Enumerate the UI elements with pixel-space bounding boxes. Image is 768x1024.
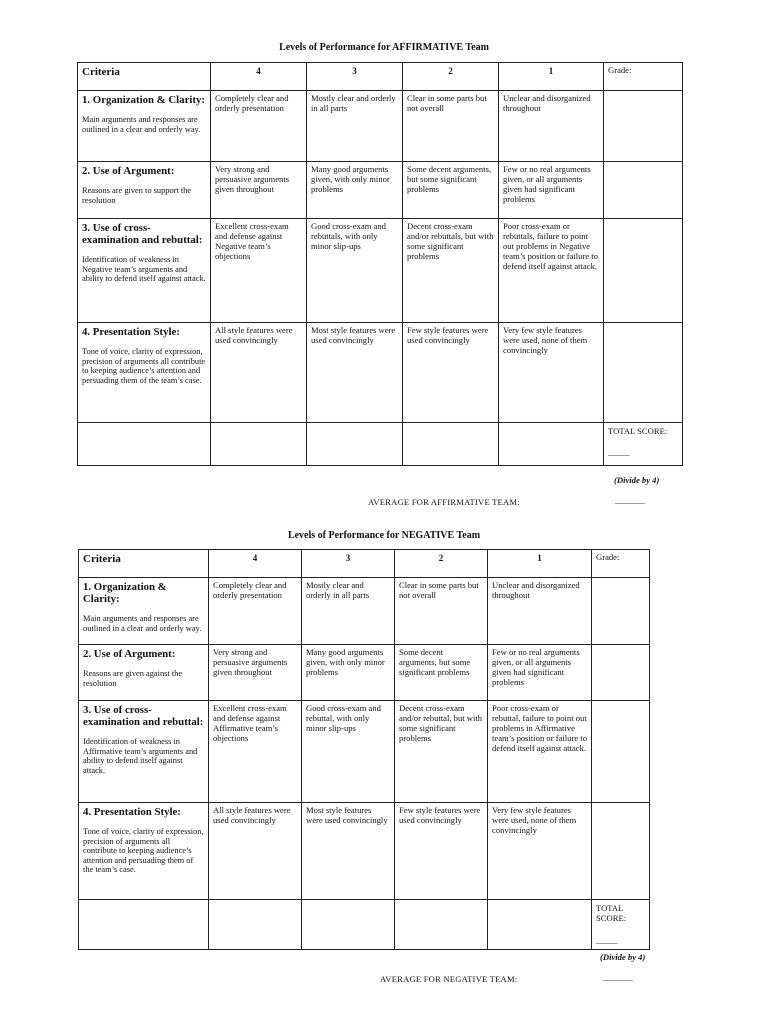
grade-cell[interactable] (604, 162, 683, 219)
criteria-cell (79, 701, 209, 803)
level-2-header: 2 (395, 550, 488, 578)
level-4-cell: Very strong and persuasive arguments given throughout (209, 645, 302, 701)
total-score-blank: _____ (608, 447, 630, 458)
level-4-cell: Very strong and persuasive arguments given throughout (211, 162, 307, 219)
criteria-cell (79, 803, 209, 900)
level-2-cell: Clear in some parts but not overall (403, 91, 499, 162)
average-blank[interactable]: _______ (615, 495, 646, 505)
criteria-row (78, 91, 683, 162)
criteria-description: Reasons are given to support the resolution (82, 186, 192, 205)
level-3-cell: Mostly clear and orderly in all parts (307, 91, 403, 162)
level-2-header: 2 (403, 63, 499, 91)
total-score-label: TOTAL SCORE: (608, 426, 668, 436)
criteria-description: Identification of weakness in Affirmative team’s arguments and ability to defend itself against attack. (83, 737, 198, 775)
criteria-cell (78, 162, 211, 219)
level-4-cell: Excellent cross-exam and defense against Affirmative team’s objections (209, 701, 302, 803)
level-1-header: 1 (499, 63, 604, 91)
level-4-cell: Excellent cross-exam and defense against Negative team’s objections (211, 219, 307, 323)
level-3-cell: Most style features were used convincingly (302, 803, 395, 900)
grade-header: Grade: (604, 63, 683, 91)
divide-note: (Divide by 4) (614, 475, 660, 485)
level-1-cell: Poor cross-exam or rebuttal, failure to point out problems in Affirmative team’s position or failure to defend itself against attack. (488, 701, 592, 803)
criteria-row (79, 803, 650, 900)
average-label: AVERAGE FOR NEGATIVE TEAM: (380, 974, 518, 984)
criteria-row (78, 219, 683, 323)
criteria-row (79, 645, 650, 701)
level-4-cell: Completely clear and orderly presentation (209, 578, 302, 645)
average-blank[interactable]: _______ (603, 972, 634, 982)
total-score-cell[interactable] (604, 423, 683, 466)
level-4-header: 4 (211, 63, 307, 91)
criteria-title: 3. Use of cross-examination and rebuttal: (83, 704, 204, 729)
total-score-blank: _____ (596, 934, 618, 945)
level-2-cell: Decent cross-exam and/or rebuttal, but with some significant problems (395, 701, 488, 803)
level-1-cell: Unclear and disorganized throughout (488, 578, 592, 645)
grade-cell[interactable] (592, 578, 650, 645)
level-1-cell: Few or no real arguments given, or all arguments given had significant problems (499, 162, 604, 219)
level-2-cell: Clear in some parts but not overall (395, 578, 488, 645)
criteria-title: 4. Presentation Style: (82, 326, 180, 338)
criteria-description: Tone of voice, clarity of expression, precision of arguments all contribute to keeping audience’s attention and persuading them of the team’s case. (82, 347, 206, 385)
total-score-label: TOTAL SCORE: (596, 903, 627, 924)
criteria-row (79, 701, 650, 803)
level-2-cell: Some decent arguments, but some significant problems (403, 162, 499, 219)
criteria-title: 2. Use of Argument: (82, 165, 175, 177)
level-4-cell: Completely clear and orderly presentation (211, 91, 307, 162)
grade-cell[interactable] (592, 701, 650, 803)
level-3-cell: Good cross-exam and rebuttal, with only minor slip-ups (302, 701, 395, 803)
grade-cell[interactable] (604, 219, 683, 323)
divide-note: (Divide by 4) (600, 952, 646, 962)
criteria-description: Identification of weakness in Negative team’s arguments and ability to defend itself against attack. (82, 255, 206, 284)
criteria-cell (78, 219, 211, 323)
level-3-header: 3 (307, 63, 403, 91)
level-2-cell: Few style features were used convincingly (395, 803, 488, 900)
criteria-description: Tone of voice, clarity of expression, precision of arguments all contribute to keeping audience’s attention and persuading them of the team’s case. (83, 827, 204, 875)
negative-rubric-table (78, 549, 650, 950)
level-4-header: 4 (209, 550, 302, 578)
criteria-title: 1. Organization & Clarity: (82, 94, 205, 106)
level-1-header: 1 (488, 550, 592, 578)
level-1-cell: Unclear and disorganized throughout (499, 91, 604, 162)
criteria-cell (79, 578, 209, 645)
level-2-cell: Decent cross-exam and/or rebuttals, but with some significant problems (403, 219, 499, 323)
grade-cell[interactable] (604, 323, 683, 423)
affirmative-rubric-table (77, 62, 683, 466)
grade-cell[interactable] (592, 803, 650, 900)
level-1-cell: Poor cross-exam or rebuttals, failure to point out problems in Negative team’s position or failure to defend itself against attack. (499, 219, 604, 323)
total-row (78, 423, 683, 466)
level-2-cell: Some decent arguments, but some significant problems (395, 645, 488, 701)
criteria-header: Criteria (78, 63, 211, 91)
criteria-title: 4. Presentation Style: (83, 806, 181, 818)
total-score-cell[interactable] (592, 900, 650, 950)
criteria-row (78, 162, 683, 219)
level-3-cell: Mostly clear and orderly in all parts (302, 578, 395, 645)
affirmative-title: Levels of Performance for AFFIRMATIVE Team (279, 42, 489, 53)
criteria-cell (79, 645, 209, 701)
header-row (79, 550, 650, 578)
negative-title: Levels of Performance for NEGATIVE Team (287, 530, 481, 541)
grade-cell[interactable] (592, 645, 650, 701)
criteria-title: 1. Organization & Clarity: (83, 581, 167, 606)
level-2-cell: Few style features were used convincingly (403, 323, 499, 423)
level-3-cell: Most style features were used convincingly (307, 323, 403, 423)
criteria-row (78, 323, 683, 423)
criteria-header: Criteria (79, 550, 209, 578)
total-row (79, 900, 650, 950)
criteria-title: 3. Use of cross-examination and rebuttal: (82, 222, 203, 247)
criteria-cell (78, 91, 211, 162)
header-row (78, 63, 683, 91)
grade-cell[interactable] (604, 91, 683, 162)
negative-section (0, 520, 768, 1024)
grade-header: Grade: (592, 550, 650, 578)
criteria-description: Reasons are given against the resolution (83, 669, 183, 688)
level-3-cell: Many good arguments given, with only minor problems (302, 645, 395, 701)
level-4-cell: All style features were used convincingly (209, 803, 302, 900)
criteria-description: Main arguments and responses are outlined in a clear and orderly way. (83, 614, 202, 633)
criteria-row (79, 578, 650, 645)
criteria-description: Main arguments and responses are outlined in a clear and orderly way. (82, 115, 201, 134)
level-1-cell: Very few style features were used, none of them convincingly (499, 323, 604, 423)
level-1-cell: Very few style features were used, none of them convincingly (488, 803, 592, 900)
level-3-cell: Many good arguments given, with only minor problems (307, 162, 403, 219)
average-label: AVERAGE FOR AFFIRMATIVE TEAM: (368, 497, 520, 507)
level-1-cell: Few or no real arguments given, or all arguments given had significant problems (488, 645, 592, 701)
level-3-header: 3 (302, 550, 395, 578)
criteria-title: 2. Use of Argument: (83, 648, 176, 660)
criteria-cell (78, 323, 211, 423)
level-3-cell: Good cross-exam and rebuttals, with only minor slip-ups (307, 219, 403, 323)
level-4-cell: All style features were used convincingly (211, 323, 307, 423)
